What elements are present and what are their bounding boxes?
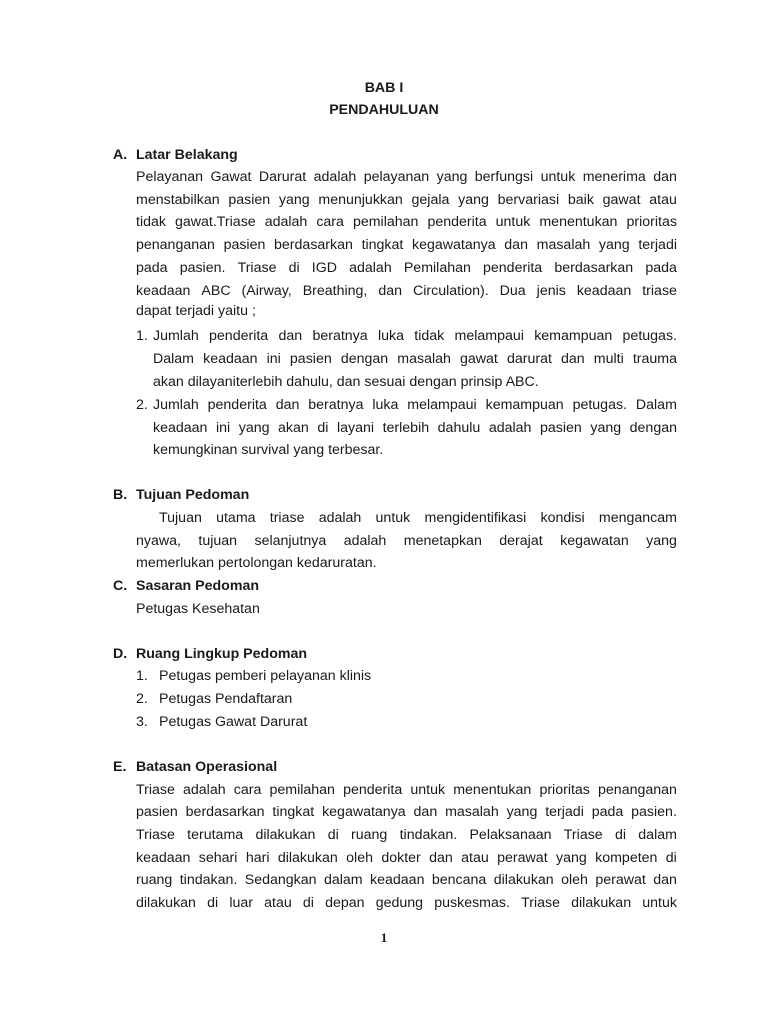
list-number: 2. (136, 691, 148, 707)
section-d-letter: D. (113, 646, 128, 662)
section-e-line: keadaan sehari hari dilakukan oleh dokter dan atau perawat yang kompeten di (136, 850, 677, 866)
section-b-letter: B. (113, 487, 128, 503)
section-e-line: dilakukan di luar atau di depan gedung puskesmas. Triase dilakukan untuk (136, 895, 677, 911)
list-number: 2. (136, 397, 148, 413)
section-a-heading: Latar Belakang (136, 147, 238, 163)
section-c-text: Petugas Kesehatan (136, 601, 260, 617)
section-a-letter: A. (113, 147, 128, 163)
section-a-line: keadaan ABC (Airway, Breathing, dan Circulation). Dua jenis keadaan triase (136, 283, 677, 299)
section-e-heading: Batasan Operasional (136, 759, 278, 775)
list-item: Petugas Pendaftaran (159, 691, 293, 707)
section-b-line: nyawa, tujuan selanjutnya adalah menetapkan derajat kegawatan yang (136, 533, 677, 549)
section-a-line: pada pasien. Triase di IGD adalah Pemilahan penderita berdasarkan pada (136, 260, 677, 276)
chapter-title: PENDAHULUAN (329, 102, 439, 118)
list-number: 1. (136, 668, 148, 684)
section-e-line: ruang tindakan. Sedangkan dalam keadaan bencana dilakukan oleh perawat dan (136, 872, 677, 888)
section-a-line: penanganan pasien berdasarkan tingkat kegawatanya dan masalah yang terjadi (136, 237, 677, 253)
list-item-line: akan dilayaniterlebih dahulu, dan sesuai dengan prinsip ABC. (153, 374, 539, 390)
list-item-line: Jumlah penderita dan beratnya luka tidak melampaui kemampuan petugas. (153, 328, 677, 344)
section-a-line: Pelayanan Gawat Darurat adalah pelayanan yang berfungsi untuk menerima dan (136, 169, 677, 185)
section-e-line: Triase terutama dilakukan di ruang tindakan. Pelaksanaan Triase di dalam (136, 827, 677, 843)
section-b-line: memerlukan pertolongan kedaruratan. (136, 555, 377, 571)
list-number: 3. (136, 714, 148, 730)
list-number: 1. (136, 328, 148, 344)
list-item-line: Jumlah penderita dan beratnya luka melampaui kemampuan petugas. Dalam (153, 397, 677, 413)
section-c-letter: C. (113, 578, 128, 594)
section-e-line: Triase adalah cara pemilahan penderita untuk menentukan prioritas penanganan (136, 782, 677, 798)
section-e-line: pasien berdasarkan tingkat kegawatanya dan masalah yang terjadi pada pasien. (136, 804, 677, 820)
chapter-label: BAB I (364, 80, 404, 96)
section-d-heading: Ruang Lingkup Pedoman (136, 646, 308, 662)
list-item-line: kemungkinan survival yang terbesar. (153, 442, 384, 458)
list-item-line: Dalam keadaan ini pasien dengan masalah gawat darurat dan multi trauma (153, 351, 677, 367)
section-c-heading: Sasaran Pedoman (136, 578, 260, 594)
section-a-line: dapat terjadi yaitu ; (136, 303, 256, 319)
list-item: Petugas pemberi pelayanan klinis (159, 668, 372, 684)
section-e-letter: E. (113, 759, 127, 775)
section-b-line: Tujuan utama triase adalah untuk mengidentifikasi kondisi mengancam (159, 510, 677, 526)
list-item: Petugas Gawat Darurat (159, 714, 308, 730)
page-number: 1 (380, 930, 388, 945)
section-a-line: menstabilkan pasien yang menunjukkan gejala yang bervariasi baik gawat atau (136, 192, 677, 208)
list-item-line: keadaan ini yang akan di layani terlebih dahulu adalah pasien yang dengan (153, 420, 677, 436)
section-a-line: tidak gawat.Triase adalah cara pemilahan penderita untuk menentukan prioritas (136, 214, 677, 230)
section-b-heading: Tujuan Pedoman (136, 487, 250, 503)
